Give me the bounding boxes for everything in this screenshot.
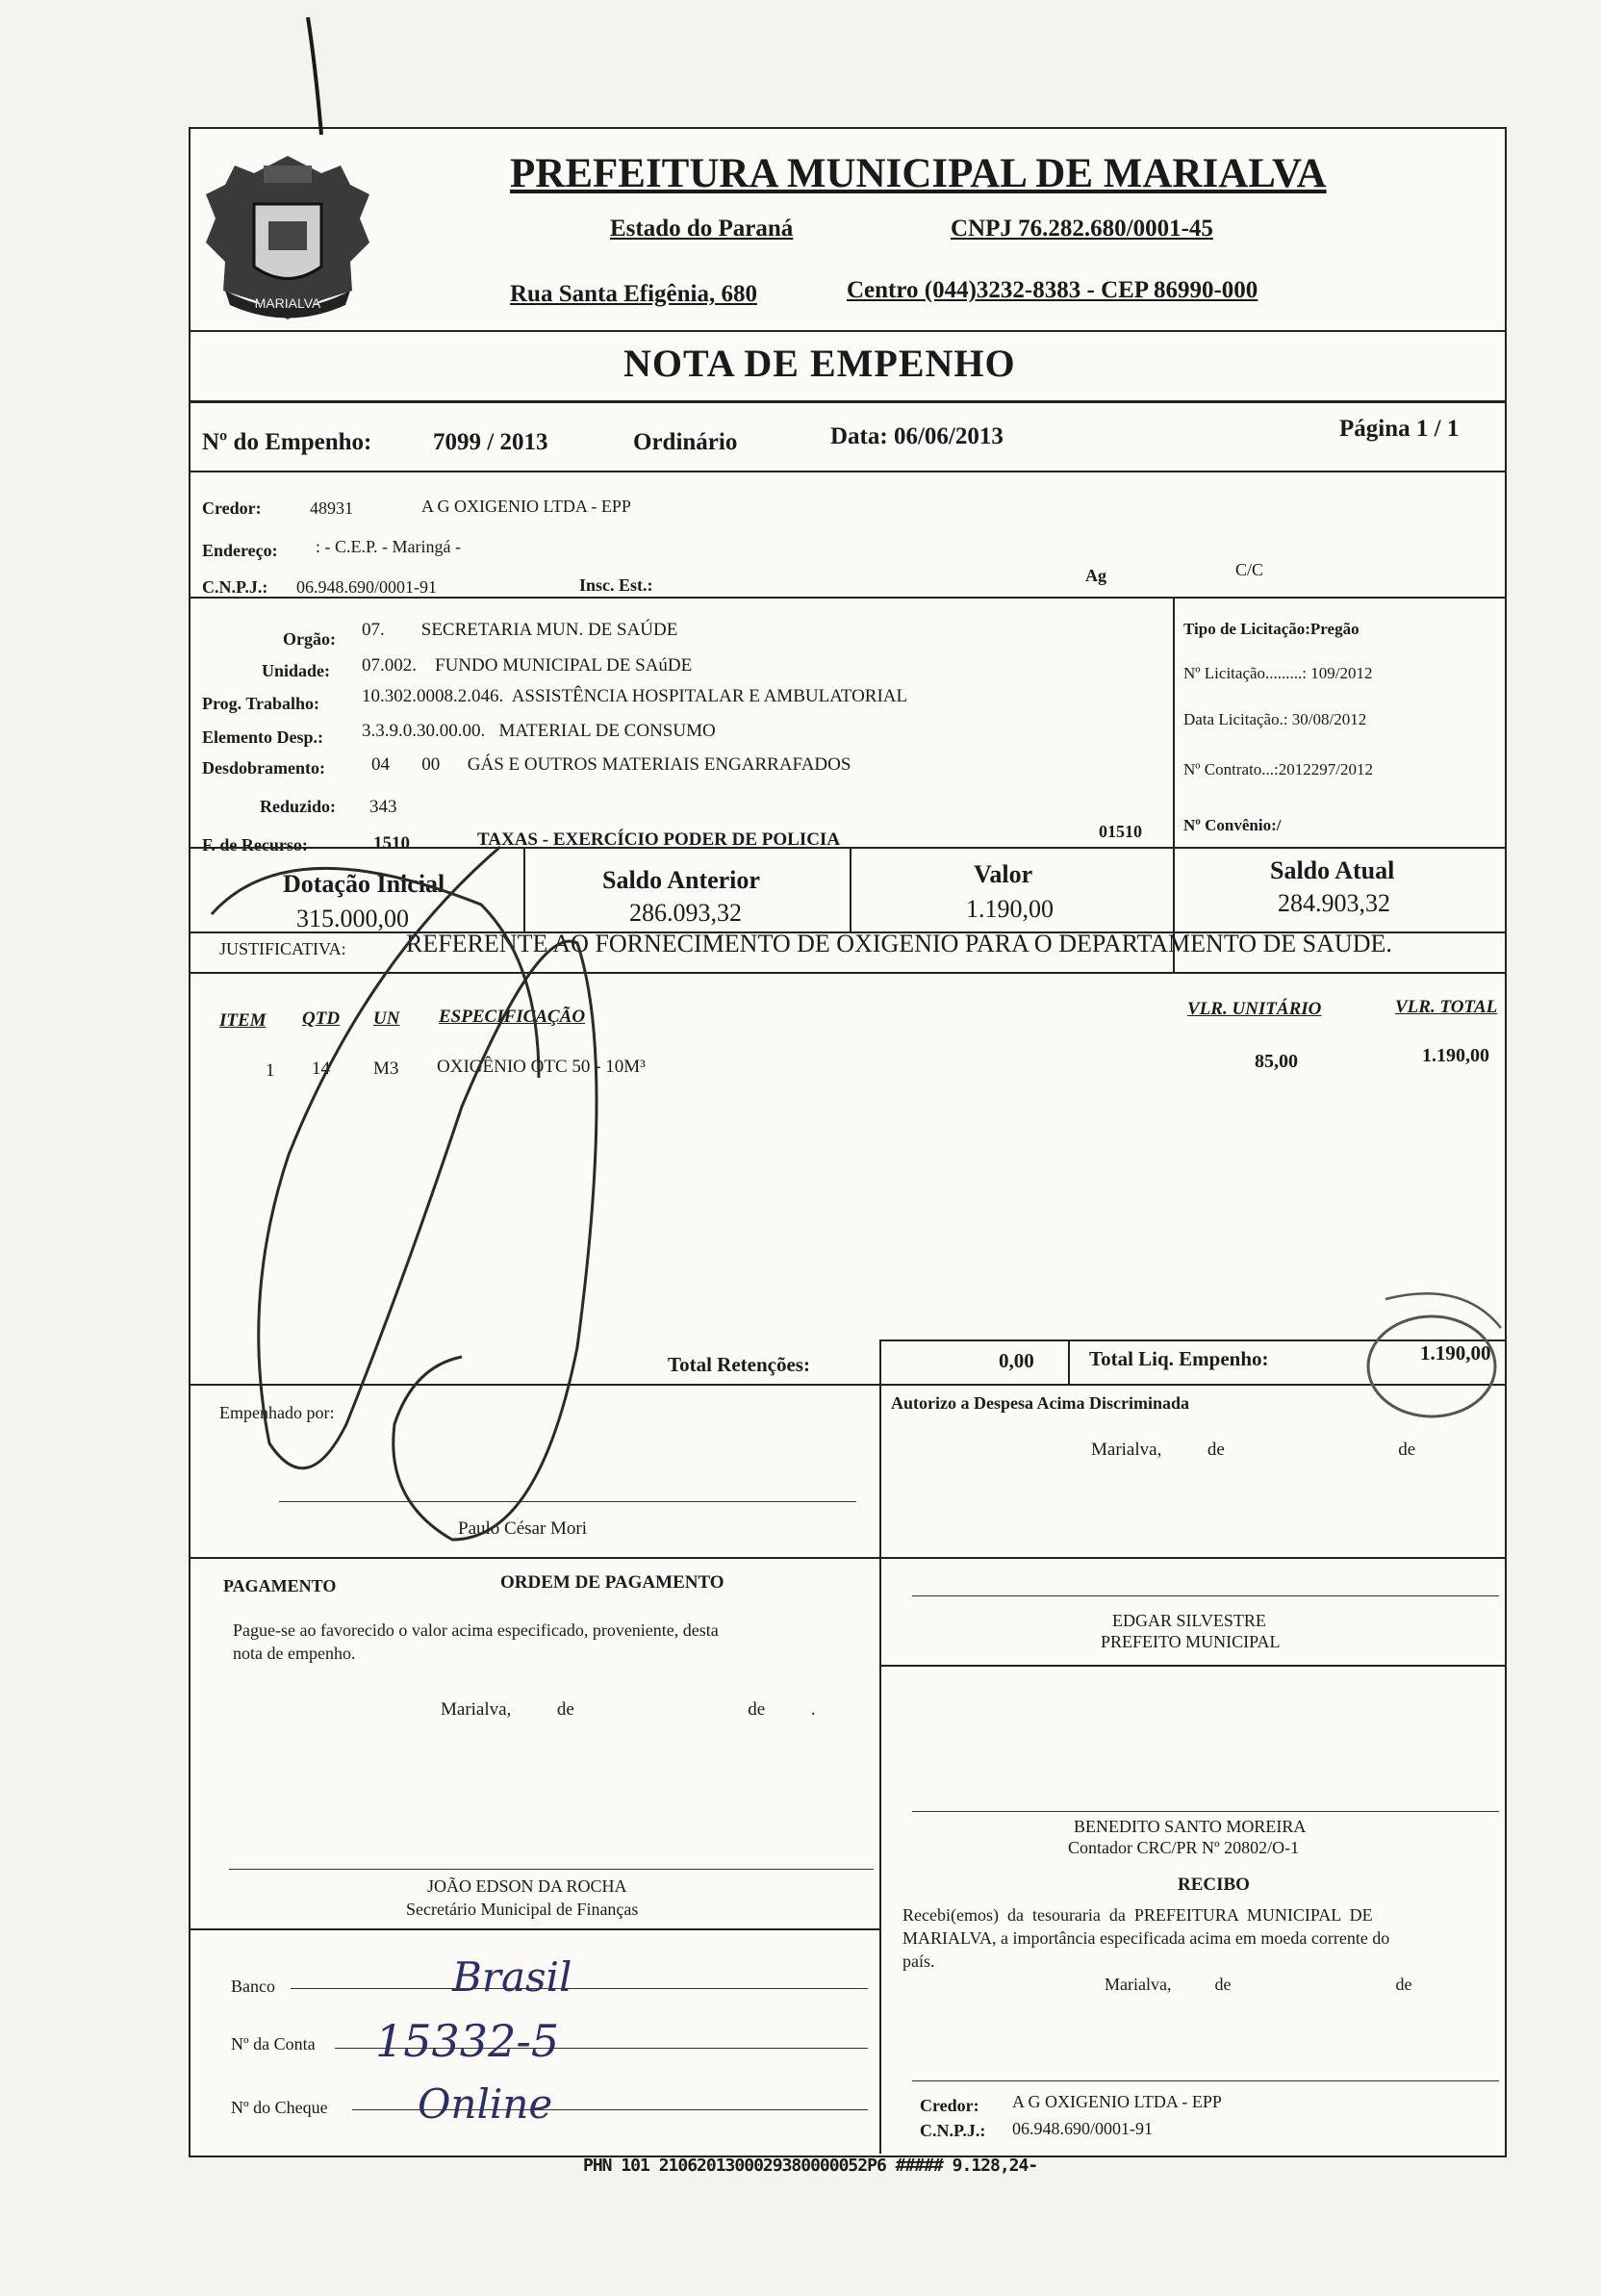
retencoes-label: Total Retenções:: [668, 1353, 810, 1376]
page-number: Página 1 / 1: [1339, 416, 1460, 442]
reduzido: 343: [369, 797, 397, 817]
col-un: UN: [373, 1008, 400, 1029]
saldo-atual-value: 284.903,32: [1278, 889, 1390, 917]
recurso-code: 01510: [1099, 822, 1142, 841]
valor-value: 1.190,00: [966, 895, 1054, 923]
signature-line: [912, 1811, 1499, 1812]
licitacao-convenio: Nº Convênio:/: [1183, 816, 1282, 834]
pagamento-text-2: nota de empenho.: [233, 1644, 356, 1663]
divider: [191, 330, 1505, 332]
banco-handwritten: Brasil: [452, 1953, 572, 2001]
coat-of-arms-icon: [196, 146, 379, 329]
recibo-cnpj: 06.948.690/0001-91: [1012, 2119, 1153, 2138]
autorizo-text: Autorizo a Despesa Acima Discriminada: [891, 1393, 1189, 1413]
pagamento-label: PAGAMENTO: [223, 1576, 337, 1595]
divider: [879, 1384, 881, 2154]
licitacao-contrato: Nº Contrato...:2012297/2012: [1183, 760, 1373, 778]
reduzido-label: Reduzido:: [260, 797, 337, 816]
prog-label: Prog. Trabalho:: [202, 694, 320, 713]
divider: [879, 1339, 1505, 1341]
desd-label: Desdobramento:: [202, 758, 325, 778]
saldo-atual-label: Saldo Atual: [1270, 856, 1395, 884]
svg-text:MARIALVA: MARIALVA: [254, 295, 321, 311]
banco-label: Banco: [231, 1977, 275, 1996]
desd: 04 00 GÁS E OUTROS MATERIAIS ENGARRAFADOS: [371, 754, 851, 775]
divider: [191, 972, 1505, 974]
divider: [191, 1928, 879, 1930]
contador-title: Contador CRC/PR Nº 20802/O-1: [1068, 1838, 1300, 1857]
autorizo-date: Marialva, de de: [1091, 1440, 1416, 1460]
recibo-credor: A G OXIGENIO LTDA - EPP: [1012, 2092, 1222, 2111]
empenho-number-label: Nº do Empenho:: [202, 429, 372, 455]
divider: [191, 471, 1505, 472]
recibo-line-1: Recebi(emos) da tesouraria da PREFEITURA MUNICIPAL DE: [902, 1905, 1373, 1925]
row-spec: OXIGÊNIO OTC 50 - 10M³: [437, 1057, 646, 1077]
dotacao-value: 315.000,00: [296, 905, 409, 932]
recurso-desc: TAXAS - EXERCÍCIO PODER DE POLICIA: [477, 829, 841, 850]
credor-name: A G OXIGENIO LTDA - EPP: [421, 497, 631, 516]
liq-value: 1.190,00: [1420, 1341, 1491, 1365]
col-qtd: QTD: [302, 1008, 341, 1029]
prefeito-title: PREFEITO MUNICIPAL: [1101, 1632, 1281, 1651]
retencoes-value: 0,00: [999, 1349, 1034, 1372]
contador-name: BENEDITO SANTO MOREIRA: [1074, 1817, 1307, 1836]
header-state: Estado do Paraná: [610, 216, 794, 242]
divider: [879, 1339, 881, 1384]
divider: [1068, 1339, 1070, 1384]
elem: 3.3.9.0.30.00.00. MATERIAL DE CONSUMO: [362, 721, 716, 741]
elem-label: Elemento Desp.:: [202, 727, 323, 747]
licitacao-data: Data Licitação.: 30/08/2012: [1183, 710, 1367, 728]
cheque-label: Nº do Cheque: [231, 2098, 328, 2117]
recibo-credor-label: Credor:: [920, 2096, 979, 2115]
conta-handwritten: 15332-5: [375, 2015, 560, 2067]
ag-label: Ag: [1085, 566, 1106, 585]
valor-label: Valor: [974, 860, 1033, 888]
recurso: 1510: [373, 833, 410, 854]
divider: [1173, 597, 1175, 974]
orgao: 07. SECRETARIA MUN. DE SAÚDE: [362, 620, 678, 640]
dotacao-label: Dotação Inicial: [283, 870, 445, 898]
liq-label: Total Liq. Empenho:: [1089, 1347, 1269, 1370]
divider: [523, 847, 525, 931]
empenho-date: Data: 06/06/2013: [830, 423, 1004, 449]
col-item: ITEM: [219, 1010, 267, 1031]
cheque-handwritten: Online: [418, 2080, 553, 2128]
header-title: PREFEITURA MUNICIPAL DE MARIALVA: [510, 151, 1327, 196]
divider: [850, 847, 851, 931]
licitacao-numero: Nº Licitação.........: 109/2012: [1183, 664, 1373, 682]
insc-label: Insc. Est.:: [579, 575, 653, 595]
empenho-number: 7099 / 2013: [433, 429, 548, 455]
signature-line: [229, 1869, 874, 1870]
col-vlr-total: VLR. TOTAL: [1395, 997, 1498, 1017]
recibo-cnpj-label: C.N.P.J.:: [920, 2121, 986, 2140]
empenho-type: Ordinário: [633, 429, 738, 455]
signature-line: [279, 1501, 856, 1502]
row-item: 1: [266, 1060, 275, 1081]
divider: [191, 1384, 1505, 1386]
credor-code: 48931: [310, 498, 353, 518]
row-total-value: 1.190,00: [1422, 1045, 1489, 1066]
row-un: M3: [373, 1059, 399, 1079]
recibo-line-2: MARIALVA, a importância especificada acima em moeda corrente do: [902, 1928, 1390, 1948]
endereco: : - C.E.P. - Maringá -: [316, 537, 461, 556]
row-qtd: 14: [312, 1059, 330, 1079]
ordem-label: ORDEM DE PAGAMENTO: [500, 1572, 724, 1593]
col-especificacao: ESPECIFICAÇÃO: [439, 1007, 586, 1027]
unidade: 07.002. FUNDO MUNICIPAL DE SAúDE: [362, 655, 693, 676]
cnpj-label: C.N.P.J.:: [202, 577, 268, 597]
recibo-date: Marialva, de de: [1105, 1975, 1412, 1994]
recurso-label: F. de Recurso:: [202, 835, 308, 855]
empenho-form: [189, 127, 1507, 2157]
divider: [191, 597, 1505, 599]
unidade-label: Unidade:: [262, 661, 331, 680]
banco-line: [291, 1988, 868, 1989]
saldo-anterior-value: 286.093,32: [629, 899, 742, 927]
pagamento-date: Marialva, de de .: [441, 1699, 816, 1720]
prog: 10.302.0008.2.046. ASSISTÊNCIA HOSPITALAR E AMBULATORIAL: [362, 686, 908, 706]
saldo-anterior-label: Saldo Anterior: [602, 866, 760, 894]
signature-line: [912, 2080, 1499, 2081]
header-cnpj: CNPJ 76.282.680/0001-45: [951, 216, 1213, 242]
credor-label: Credor:: [202, 498, 262, 518]
empenhado-label: Empenhado por:: [219, 1403, 335, 1422]
cc-label: C/C: [1235, 560, 1264, 579]
empenhado-name: Paulo César Mori: [458, 1518, 588, 1539]
divider: [879, 1665, 1505, 1667]
recibo-title: RECIBO: [1178, 1875, 1250, 1895]
recibo-line-3: país.: [902, 1952, 935, 1971]
secretario-title: Secretário Municipal de Finanças: [406, 1900, 639, 1919]
col-vlr-unitario: VLR. UNITÁRIO: [1187, 999, 1322, 1019]
header-district: Centro (044)3232-8383 - CEP 86990-000: [847, 277, 1258, 303]
licitacao-tipo: Tipo de Licitação:Pregão: [1183, 620, 1360, 638]
orgao-label: Orgão:: [283, 629, 336, 649]
endereco-label: Endereço:: [202, 541, 278, 560]
doc-title: NOTA DE EMPENHO: [623, 342, 1016, 385]
divider: [191, 400, 1505, 403]
pen-stroke: [308, 17, 321, 135]
secretario-name: JOÃO EDSON DA ROCHA: [427, 1876, 627, 1896]
mechanical-print: PHN 101 2106201300029380000052P6 ##### 9.128,24-: [583, 2156, 1038, 2176]
credor-cnpj: 06.948.690/0001-91: [296, 577, 437, 597]
header-street: Rua Santa Efigênia, 680: [510, 281, 757, 307]
divider: [191, 847, 1505, 849]
signature-line: [912, 1595, 1499, 1596]
divider: [191, 1557, 1505, 1559]
justificativa-text: REFERENTE AO FORNECIMENTO DE OXIGENIO PARA O DEPARTAMENTO DE SAUDE.: [406, 930, 1392, 957]
prefeito-name: EDGAR SILVESTRE: [1112, 1611, 1266, 1630]
pagamento-text-1: Pague-se ao favorecido o valor acima especificado, proveniente, desta: [233, 1620, 719, 1640]
conta-label: Nº da Conta: [231, 2034, 316, 2054]
justificativa-label: JUSTIFICATIVA:: [219, 939, 346, 958]
row-unit-value: 85,00: [1255, 1051, 1298, 1072]
